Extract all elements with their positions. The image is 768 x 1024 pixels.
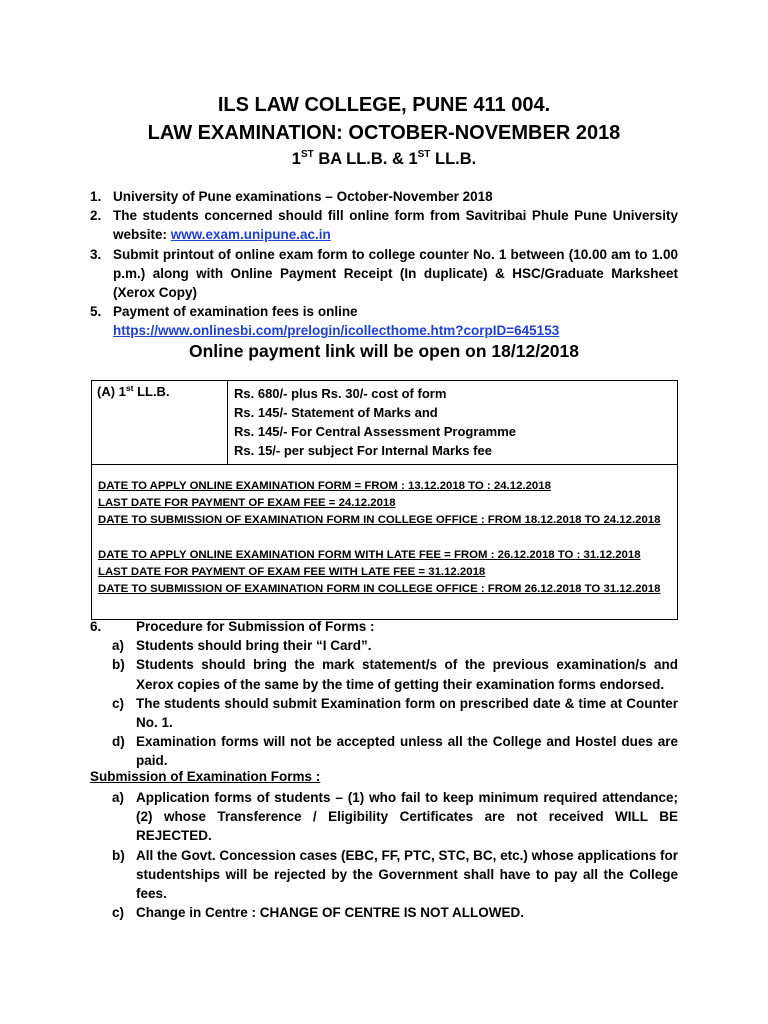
payment-notice: Online payment link will be open on 18/12/2018	[189, 341, 579, 361]
date-line: DATE TO SUBMISSION OF EXAMINATION FORM IN COLLEGE OFFICE : FROM 26.12.2018 TO 31.12.2018	[98, 583, 661, 595]
fee-item: Rs. 145/- Statement of Marks and	[234, 405, 438, 420]
table-divider	[227, 381, 228, 464]
instructions-list	[90, 187, 678, 341]
section-number: 6.	[90, 619, 102, 634]
fee-item: Rs. 680/- plus Rs. 30/- cost of form	[234, 386, 447, 401]
regular-dates	[98, 478, 660, 529]
submission-section	[90, 788, 678, 922]
course-label: (A) 1st LL.B.	[97, 383, 170, 399]
list-number: 3.	[90, 246, 102, 262]
list-item: a) Application forms of students – (1) who fail to keep minimum required attendance; (2) whose Transference / Eligibility Certificates are not received WILL BE REJECTED.	[112, 790, 678, 844]
list-item	[90, 302, 678, 321]
list-item: b) All the Govt. Concession cases (EBC, FF, PTC, STC, BC, etc.) whose applications for studentships will be rejected by the Government shall have to pay all the College fees.	[112, 847, 678, 902]
payment-link[interactable]: https://www.onlinesbi.com/prelogin/icollecthome.htm?corpID=645153	[113, 323, 560, 339]
list-item: d) Examination forms will not be accepted unless all the College and Hostel dues are paid.	[112, 734, 678, 769]
fee-item: Rs. 145/- For Central Assessment Programme	[234, 424, 517, 439]
university-website-link[interactable]: www.exam.unipune.ac.in	[170, 227, 331, 243]
list-item: c) The students should submit Examination form on prescribed date & time at Counter No. 1.	[112, 695, 678, 731]
list-number: 1.	[90, 189, 102, 204]
date-line: LAST DATE FOR PAYMENT OF EXAM FEE = 24.12.2018	[98, 497, 396, 509]
list-text: The students concerned should fill online form from Savitribai Phule Pune University website:	[113, 208, 678, 243]
list-number: 2.	[90, 208, 102, 224]
list-text: Payment of examination fees is online	[113, 304, 358, 320]
procedure-section	[90, 617, 678, 771]
section-title: Procedure for Submission of Forms :	[136, 619, 375, 634]
date-line: DATE TO APPLY ONLINE EXAMINATION FORM = FROM : 13.12.2018 TO : 24.12.2018	[98, 480, 551, 492]
list-item	[90, 245, 678, 303]
submission-title: Submission of Examination Forms :	[90, 769, 321, 784]
list-text: University of Pune examinations – October-November 2018	[113, 189, 493, 204]
list-item: c) Change in Centre : CHANGE OF CENTRE IS NOT ALLOWED.	[112, 905, 525, 921]
list-item	[90, 187, 678, 206]
list-item: b) Students should bring the mark statement/s of the previous examination/s and Xerox copies of the same by the time of getting their examination forms endorsed.	[112, 657, 678, 692]
list-item	[90, 206, 678, 244]
table-divider	[92, 464, 677, 465]
college-title: ILS LAW COLLEGE, PUNE 411 004.	[217, 94, 551, 116]
date-line: LAST DATE FOR PAYMENT OF EXAM FEE WITH LATE FEE = 31.12.2018	[98, 566, 486, 578]
late-fee-dates	[98, 547, 660, 598]
list-item: a) Students should bring their “I Card”.	[112, 638, 372, 654]
fee-item: Rs. 15/- per subject For Internal Marks fee	[234, 443, 492, 458]
date-line: DATE TO APPLY ONLINE EXAMINATION FORM WITH LATE FEE = FROM : 26.12.2018 TO : 31.12.2018	[98, 549, 641, 561]
list-number: 5.	[90, 304, 102, 320]
date-line: DATE TO SUBMISSION OF EXAMINATION FORM IN COLLEGE OFFICE : FROM 18.12.2018 TO 24.12.2018	[98, 514, 661, 526]
exam-title: LAW EXAMINATION: OCTOBER-NOVEMBER 2018	[147, 122, 621, 144]
course-title: 1ST BA LL.B. & 1ST LL.B.	[291, 149, 477, 168]
fee-list	[234, 384, 516, 460]
list-text: Submit printout of online exam form to college counter No. 1 between (10.00 am to 1.00 p.m.) along with Online Payment Receipt (In duplicate) & HSC/Graduate Marksheet (Xerox Copy)	[113, 246, 678, 301]
fee-table	[91, 380, 678, 620]
